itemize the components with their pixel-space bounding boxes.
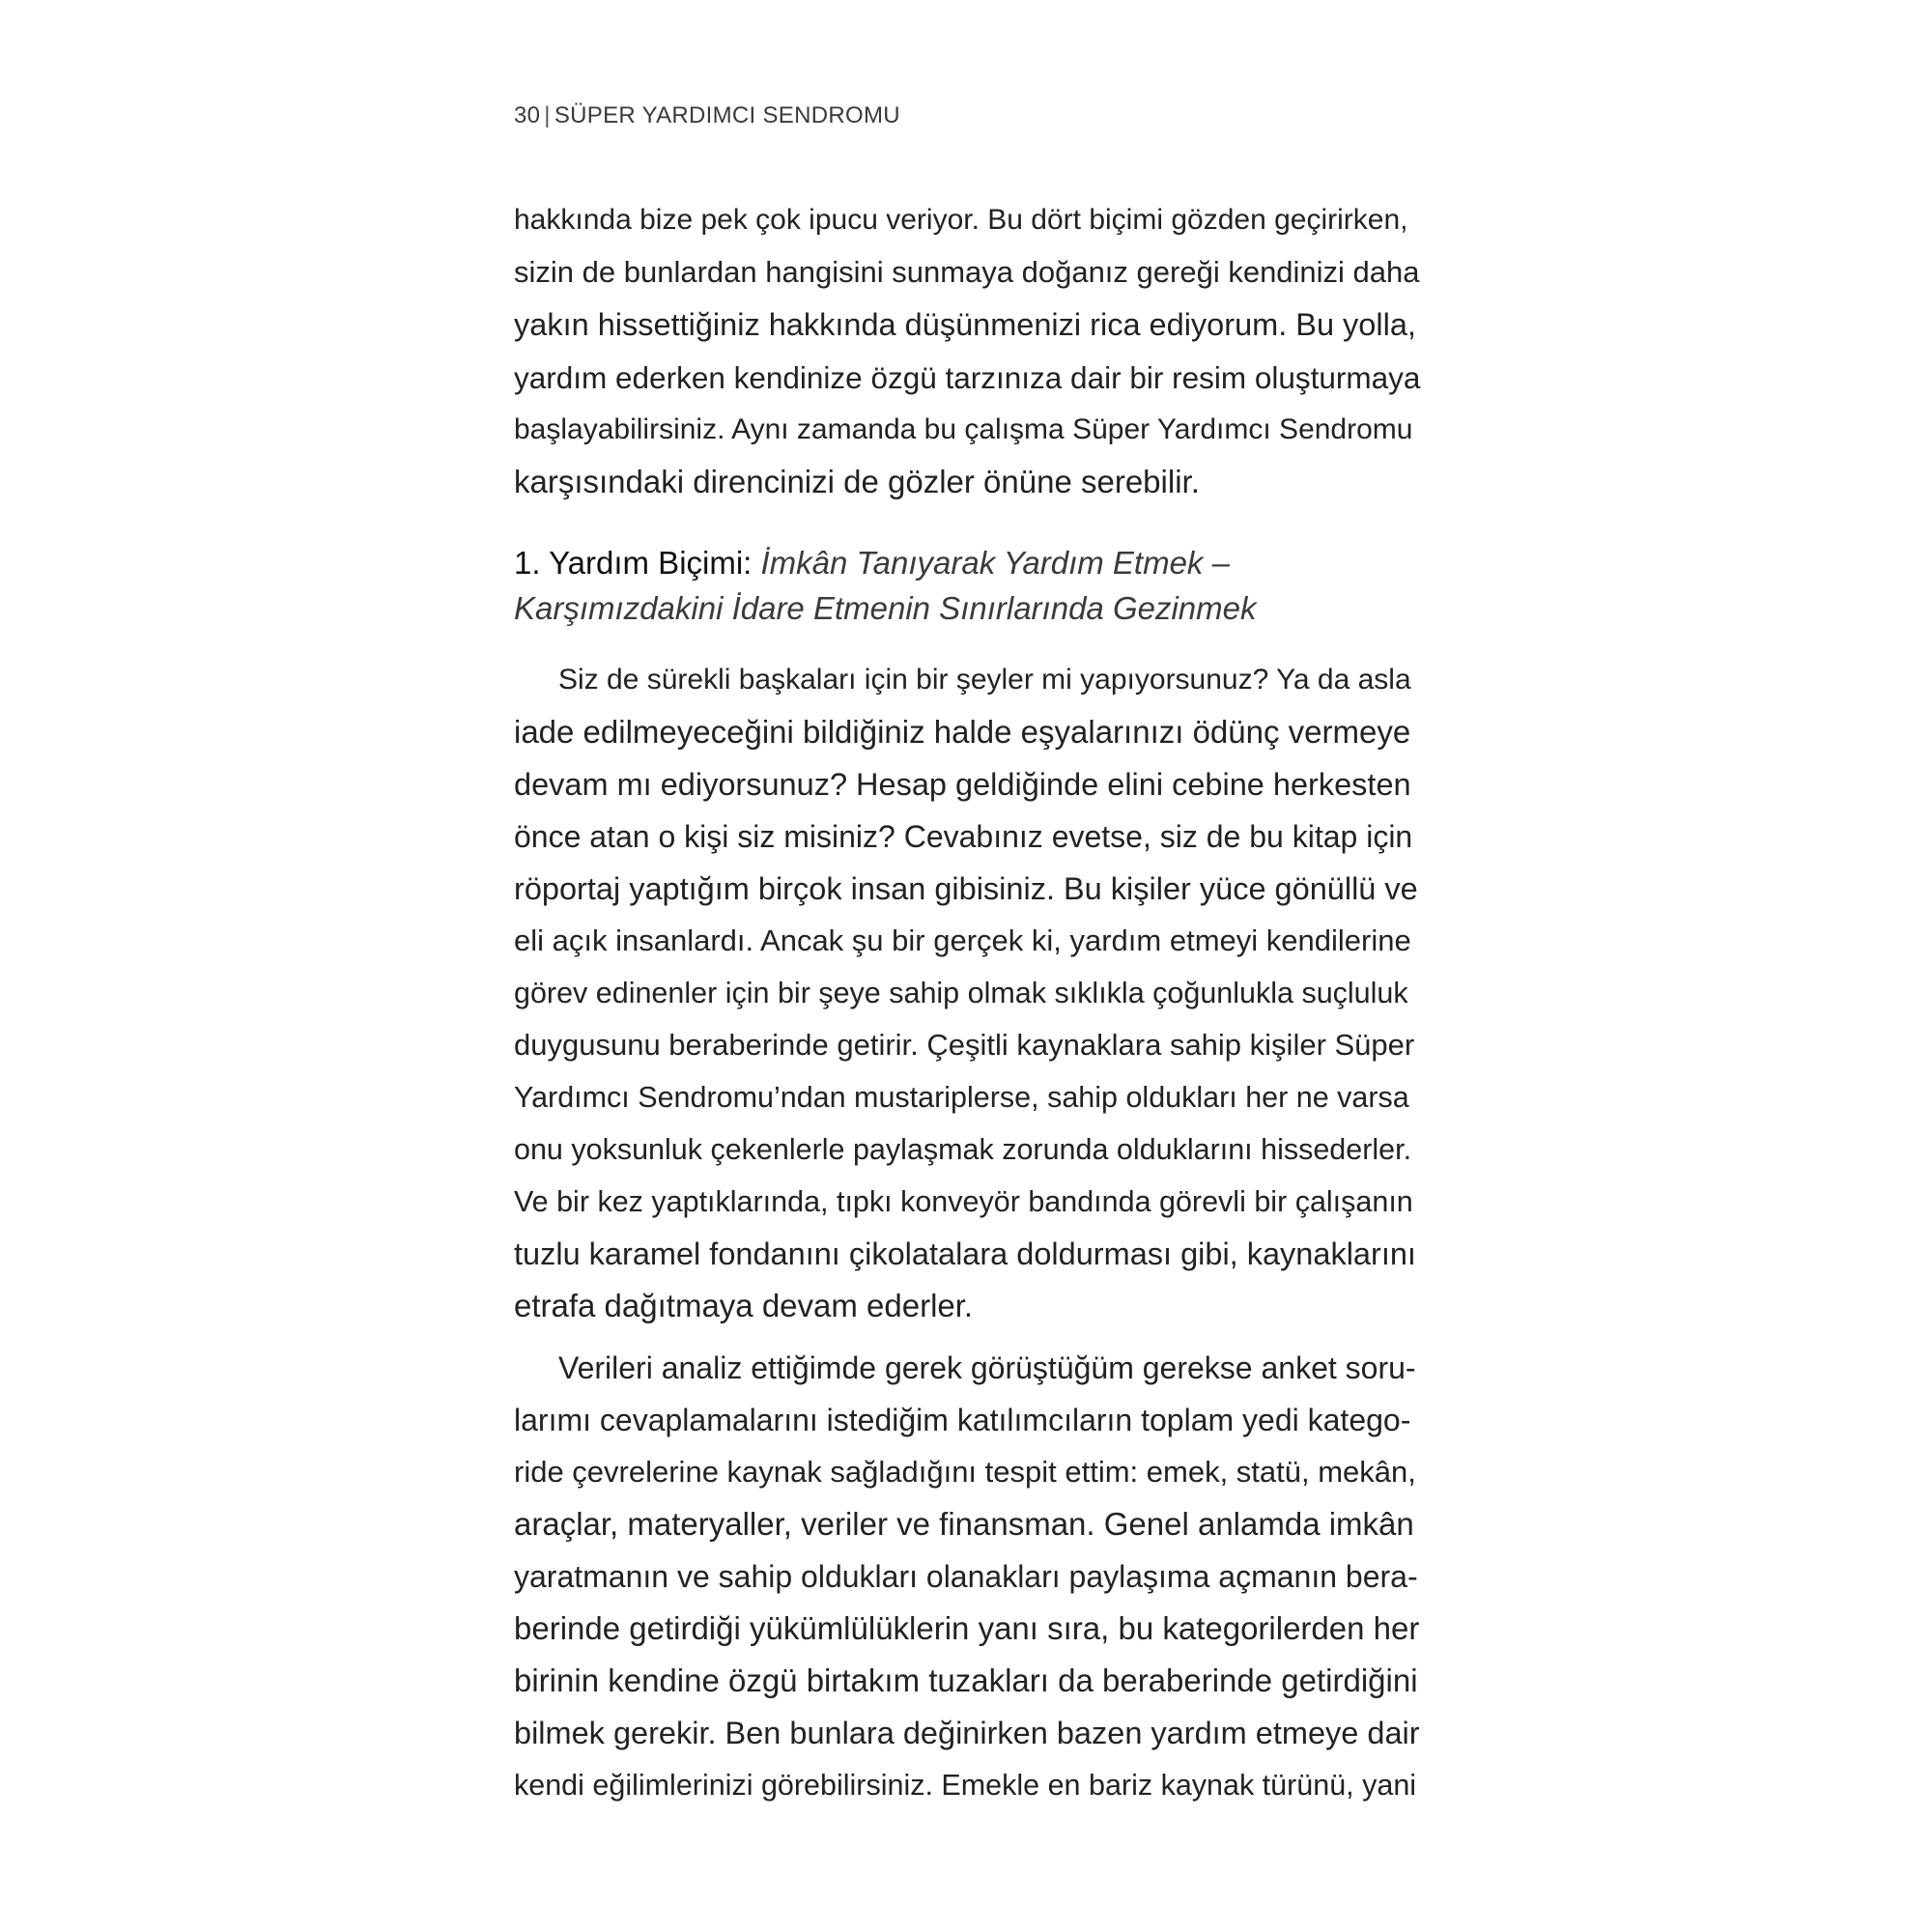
paragraph-2-line: görev edinenler için bir şeye sahip olmak sıklıkla çoğunlukla suçluluk bbox=[514, 977, 1408, 1009]
paragraph-2-line: tuzlu karamel fondanını çikolatalara doldurması gibi, kaynaklarını bbox=[514, 1236, 1416, 1271]
paragraph-2-line: röportaj yaptığım birçok insan gibisiniz. Bu kişiler yüce gönüllü ve bbox=[514, 871, 1418, 906]
paragraph-1-line: yardım ederken kendinize özgü tarzınıza dair bir resim oluşturmaya bbox=[514, 360, 1421, 395]
running-header bbox=[514, 102, 900, 129]
running-title: SÜPER YARDIMCI SENDROMU bbox=[554, 102, 900, 128]
section-heading-title-part-2: Karşımızdakini İdare Etmenin Sınırlarında Gezinmek bbox=[514, 590, 1257, 626]
section-heading-continuation bbox=[514, 585, 1422, 632]
paragraph-2-line: Yardımcı Sendromu’ndan mustariplerse, sahip oldukları her ne varsa bbox=[514, 1081, 1409, 1114]
paragraph-3-line: berinde getirdiği yükümlülüklerin yanı sıra, bu kategorilerden her bbox=[514, 1610, 1420, 1646]
paragraph-1-line: sizin de bunlardan hangisini sunmaya doğanız gereği kendinizi daha bbox=[514, 255, 1420, 289]
paragraph-2-line: duygusunu beraberinde getirir. Çeşitli kaynaklara sahip kişiler Süper bbox=[514, 1028, 1415, 1062]
paragraph-2-line: onu yoksunluk çekenlerle paylaşmak zorunda olduklarını hissederler. bbox=[514, 1133, 1412, 1166]
paragraph-2-line: eli açık insanlardı. Ancak şu bir gerçek ki, yardım etmeyi kendilerine bbox=[514, 923, 1411, 957]
paragraph-2-line: önce atan o kişi siz misiniz? Cevabınız evetse, siz de bu kitap için bbox=[514, 819, 1413, 854]
section-heading bbox=[514, 540, 1422, 586]
paragraph-3-line: birinin kendine özgü birtakım tuzakları da beraberinde getirdiğini bbox=[514, 1662, 1418, 1698]
page-number: 30 bbox=[514, 102, 541, 128]
paragraph-1-line: karşısındaki direncinizi de gözler önüne serebilir. bbox=[514, 464, 1200, 499]
paragraph-3-line: yaratmanın ve sahip oldukları olanakları paylaşıma açmanın bera- bbox=[514, 1559, 1418, 1594]
paragraph-3-line: Verileri analiz ettiğimde gerek görüştüğüm gerekse anket soru- bbox=[558, 1350, 1416, 1385]
paragraph-2-line: iade edilmeyeceğini bildiğiniz halde eşyalarınızı ödünç vermeye bbox=[514, 714, 1411, 750]
paragraph-3-line: araçlar, materyaller, veriler ve finansman. Genel anlamda imkân bbox=[514, 1506, 1414, 1542]
header-separator: | bbox=[544, 102, 551, 128]
paragraph-3-line: kendi eğilimlerinizi görebilirsiniz. Emekle en bariz kaynak türünü, yani bbox=[514, 1769, 1417, 1802]
paragraph-2-line: etrafa dağıtmaya devam ederler. bbox=[514, 1288, 974, 1323]
paragraph-3-line: bilmek gerekir. Ben bunlara değinirken bazen yardım etmeye dair bbox=[514, 1716, 1420, 1750]
section-heading-title-part-1: İmkân Tanıyarak Yardım Etmek – bbox=[760, 545, 1230, 581]
paragraph-1-line: hakkında bize pek çok ipucu veriyor. Bu dört biçimi gözden geçirirken, bbox=[514, 204, 1408, 236]
book-page bbox=[514, 0, 1422, 1932]
section-heading-label: 1. Yardım Biçimi: bbox=[514, 545, 753, 581]
paragraph-2-line: Siz de sürekli başkaları için bir şeyler mi yapıyorsunuz? Ya da asla bbox=[558, 664, 1411, 696]
paragraph-2-line: Ve bir kez yaptıklarında, tıpkı konveyör bandında görevli bir çalışanın bbox=[514, 1185, 1413, 1218]
paragraph-2-line: devam mı ediyorsunuz? Hesap geldiğinde elini cebine herkesten bbox=[514, 767, 1411, 802]
paragraph-1-line: başlayabilirsiniz. Aynı zamanda bu çalışma Süper Yardımcı Sendromu bbox=[514, 413, 1413, 445]
paragraph-1-line: yakın hissettiğiniz hakkında düşünmenizi rica ediyorum. Bu yolla, bbox=[514, 307, 1416, 342]
paragraph-3-line: larımı cevaplamalarını istediğim katılımcıların toplam yedi katego- bbox=[514, 1403, 1411, 1437]
paragraph-3-line: ride çevrelerine kaynak sağladığını tespit ettim: emek, statü, mekân, bbox=[514, 1455, 1416, 1489]
